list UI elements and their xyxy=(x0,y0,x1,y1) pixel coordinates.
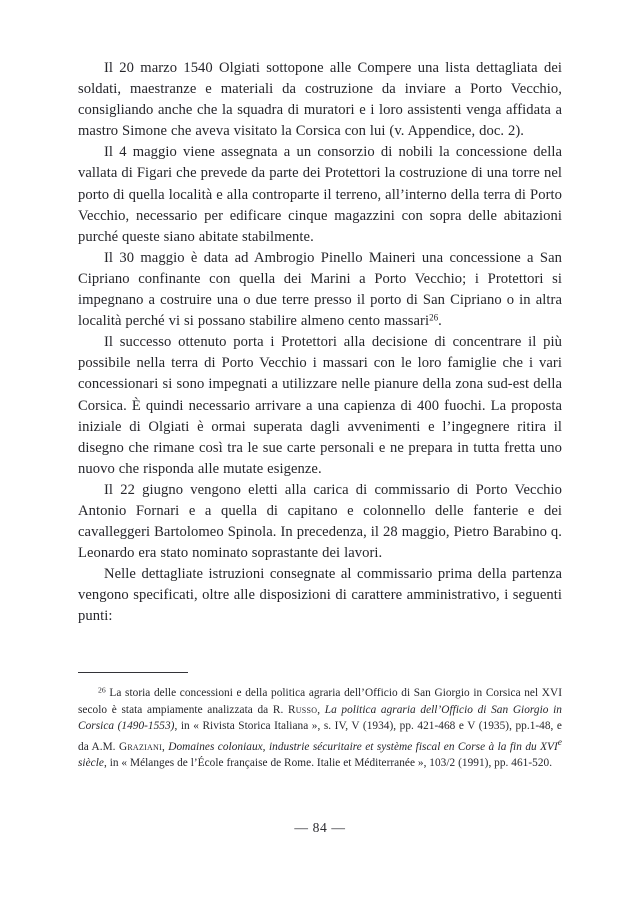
body-paragraph-4: Il successo ottenuto porta i Protettori alla decisione di concentrare il più possibile nella terra di Porto Vecchio i massari con le loro famiglie che i vari concessionari si sono impegnati a utilizzare nelle pianure della zona sud-est della Corsica. È quindi necessario arrivare a una capienza di 400 fuochi. La proposta iniziale di Olgiati è ormai superata dagli avvenimenti e l’ingegnere ritira il disegno che rimane così tra le sue carte personali e ne prepara in tutta fretta uno nuovo che risponda alle mutate esigenze. xyxy=(78,334,562,477)
footnote-reference-26[interactable]: 26 xyxy=(429,312,439,323)
footnote-area xyxy=(78,672,562,772)
body-paragraph-1: Il 20 marzo 1540 Olgiati sottopone alle Compere una lista dettagliata dei soldati, maestranze e materiali da costruzione da inviare a Porto Vecchio, consigliando anche che la squadra di muratori e i loro assistenti venga affidata a mastro Simone che aveva visitato la Corsica con lui (v. Appendice, doc. 2). xyxy=(78,60,562,140)
footnote-title-russo: La politica agraria dell’Officio di San Giorgio in Corsica (1490-1553) xyxy=(78,703,562,733)
body-paragraph-2: Il 4 maggio viene assegnata a un consorzio di nobili la concessione della vallata di Figari che prevede da parte dei Protettori la costruzione di una torre nel porto di quella località e alla controparte il terreno, all’interno della terra di Porto Vecchio, necessario per edificare cinque magazzini con sopra delle abitazioni purché queste siano abitate stabilmente. xyxy=(78,144,562,245)
footnote-number: 26 xyxy=(98,685,106,695)
body-paragraph-5: Il 22 giugno vengono eletti alla carica di commissario di Porto Vecchio Antonio Fornari e a quella di capitano e colonnello delle fanterie e dei cavalleggeri Bartolomeo Spinola. In precedenza, il 28 maggio, Pietro Barabino q. Leonardo era stato nominato soprastante dei lavori. xyxy=(78,481,562,562)
footnote-segment-3: , in « Rivista Storica Italiana », s. IV, V (1934), pp. 421-468 e V (1935), pp.1-48, e da A.M. xyxy=(78,720,562,753)
footnote-26 xyxy=(78,685,562,772)
body-paragraph-3-text: Il 30 maggio è data ad Ambrogio Pinello Maineri una concessione a San Cipriano confinante con quella dei Marini a Porto Vecchio; i Protettori si impegnano a costruire una o due terre presso il porto di San Cipriano o in altra località perché vi si possano stabilire almeno cento massari xyxy=(78,249,562,330)
footnote-author-graziani: Graziani xyxy=(118,740,162,753)
footnote-segment-4: , xyxy=(161,740,169,753)
footnote-segment-1: La storia delle concessioni e della politica agraria dell’Officio di San Giorgio in Corsica nel XVI secolo è stata ampiamente analizzata da R. xyxy=(78,687,562,716)
footnote-author-russo: Russo xyxy=(287,703,318,716)
footnote-segment-2: , xyxy=(317,703,325,716)
footnote-title-graziani-part1: Domaines coloniaux, industrie sécuritaire et système fiscal en Corse à la fin du XVI xyxy=(168,740,558,753)
body-text-block xyxy=(78,58,562,628)
footnote-title-graziani-part2: siècle xyxy=(78,757,104,770)
body-paragraph-3 xyxy=(78,248,562,332)
page-number: — 84 — xyxy=(294,820,346,835)
body-paragraph-3-period: . xyxy=(438,313,442,330)
footnote-segment-5: , in « Mélanges de l’École française de Rome. Italie et Méditerranée », 103/2 (1991), pp. 461-520. xyxy=(103,757,553,770)
footnote-ordinal-suffix: e xyxy=(557,737,562,748)
footnote-separator-rule xyxy=(78,672,188,673)
body-paragraph-6: Nelle dettagliate istruzioni consegnate al commissario prima della partenza vengono specificati, oltre alle disposizioni di carattere amministrativo, i seguenti punti: xyxy=(78,566,562,625)
